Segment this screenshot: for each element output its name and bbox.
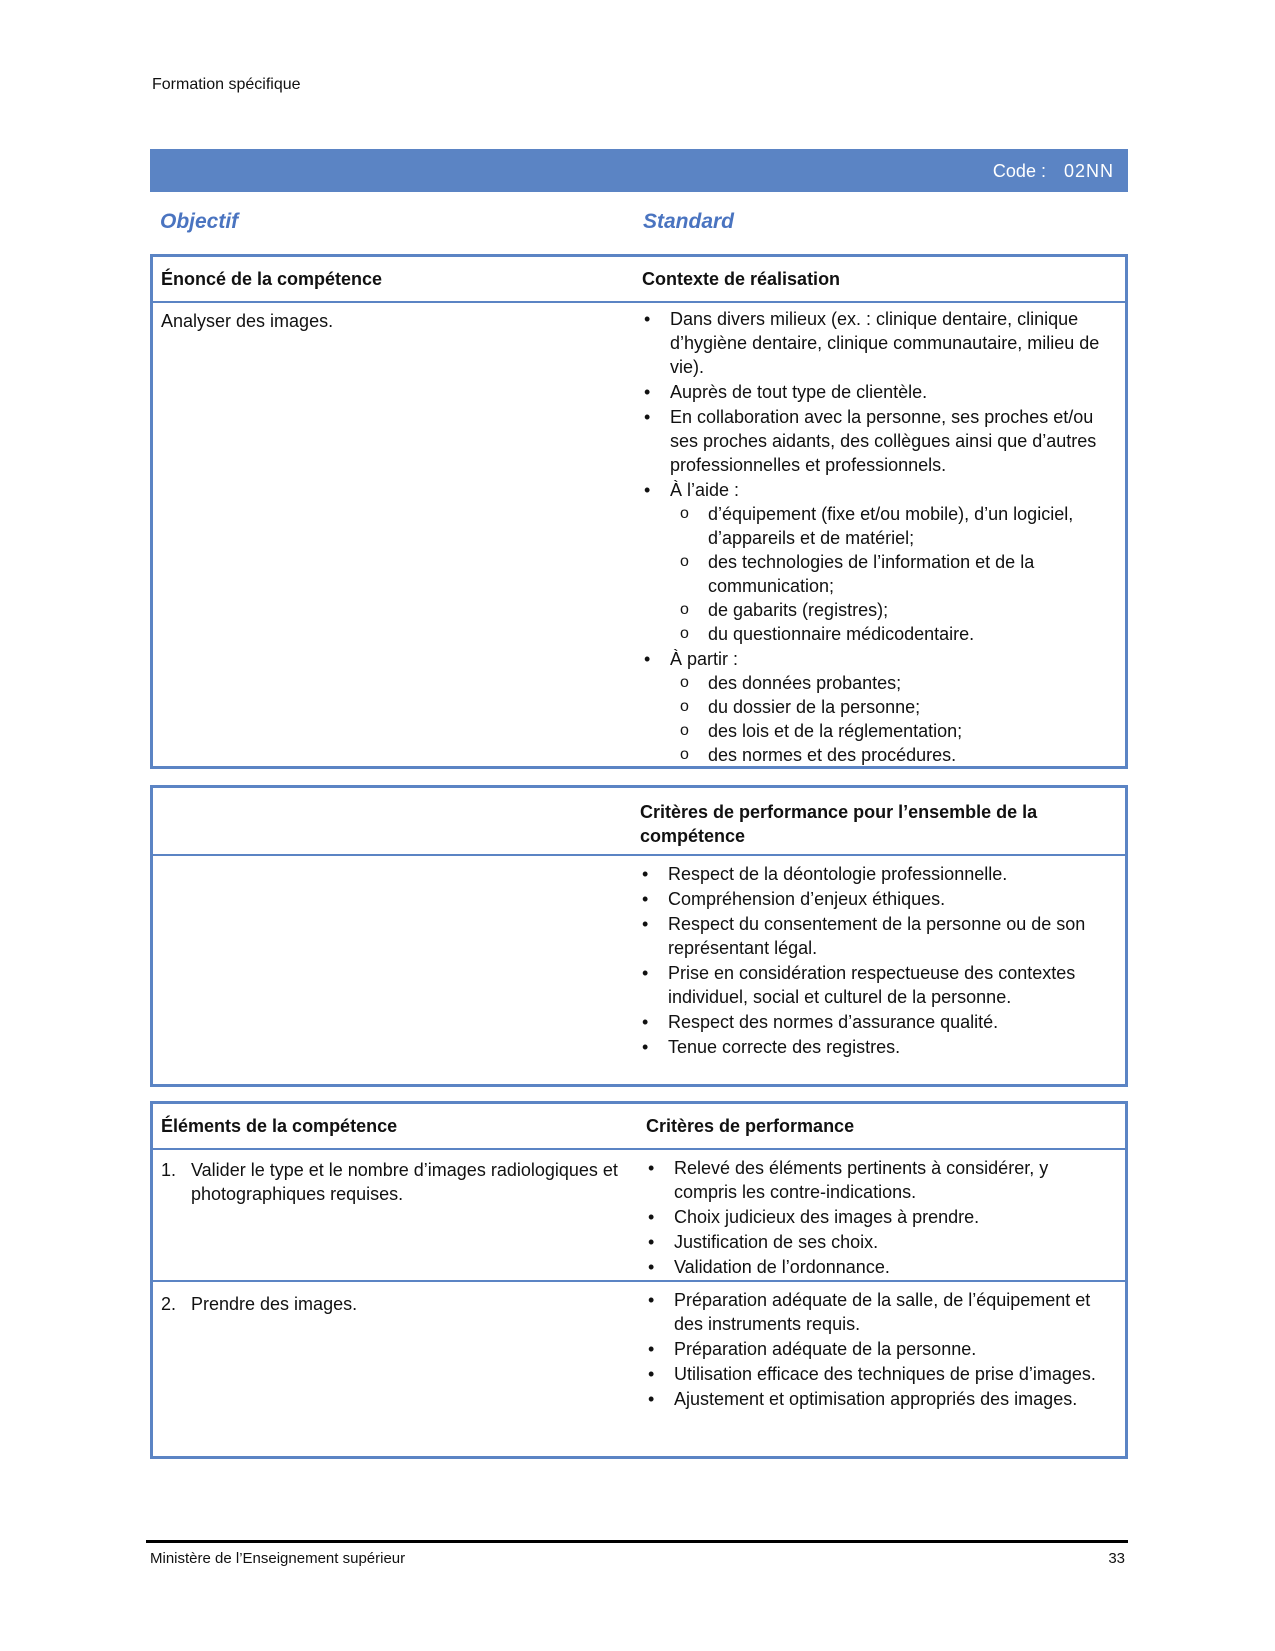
objective-heading: Objectif (160, 210, 239, 233)
criterion-item (640, 961, 1115, 1009)
table-header-row (153, 1104, 1125, 1148)
context-subitem-text: des lois et de la réglementation; (708, 721, 963, 741)
section-label: Formation spécifique (152, 76, 301, 93)
criterion-item-text: Préparation adéquate de la salle, de l’équipement et des instruments requis. (674, 1290, 1091, 1334)
standard-heading: Standard (643, 210, 735, 233)
criterion-item-text: Respect des normes d’assurance qualité. (668, 1012, 999, 1032)
criterion-item-text: Respect du consentement de la personne ou de son représentant légal. (668, 914, 1086, 958)
criterion-item (646, 1337, 1111, 1361)
criterion-item (646, 1230, 1111, 1254)
element-number: 2. (161, 1294, 177, 1314)
elements-header: Éléments de la compétence (161, 1116, 398, 1136)
criterion-item-text: Ajustement et optimisation appropriés des images. (674, 1389, 1078, 1409)
table-row (153, 1148, 1125, 1280)
criterion-item (646, 1255, 1111, 1279)
table-header-row (153, 788, 1125, 854)
context-item-text: À l’aide : (670, 480, 740, 500)
criterion-item (646, 1288, 1111, 1336)
context-header: Contexte de réalisation (642, 269, 841, 289)
page-number: 33 (1108, 1550, 1125, 1567)
context-subitem-text: des technologies de l’information et de la communication; (708, 552, 1035, 596)
criterion-item (646, 1387, 1111, 1411)
element-text: Valider le type et le nombre d’images radiologiques et photographiques requises. (191, 1160, 618, 1204)
table-row (153, 301, 1125, 769)
criteria-header: Critères de performance (646, 1116, 855, 1136)
context-item-text: Auprès de tout type de clientèle. (670, 382, 928, 402)
context-subitem (642, 743, 1112, 767)
context-item-text: Dans divers milieux (ex. : clinique dentaire, clinique d’hygiène dentaire, clinique communautaire, milieu de vie). (670, 309, 1100, 377)
context-item (642, 405, 1112, 477)
criterion-item (640, 862, 1115, 886)
criterion-item (640, 1010, 1115, 1034)
criterion-item-text: Tenue correcte des registres. (668, 1037, 901, 1057)
footer-rule (146, 1540, 1128, 1543)
competence-context-table (150, 254, 1128, 769)
element-text: Prendre des images. (191, 1294, 358, 1314)
global-criteria-header: Critères de performance pour l’ensemble de la compétence (640, 802, 1038, 846)
context-item-text: En collaboration avec la personne, ses proches et/ou ses proches aidants, des collègues ainsi que d’autres professionnelles et professionnels. (670, 407, 1097, 475)
context-subitem (642, 502, 1112, 550)
element-item (161, 1292, 631, 1316)
criteria-list (646, 1156, 1111, 1279)
context-subitem-text: du dossier de la personne; (708, 697, 921, 717)
code-bar (150, 149, 1128, 192)
context-subitem-text: du questionnaire médicodentaire. (708, 624, 975, 644)
table-row (153, 854, 1125, 1084)
criterion-item (646, 1362, 1111, 1386)
competence-statement: Analyser des images. (161, 311, 334, 331)
element-number: 1. (161, 1160, 177, 1180)
code-label: Code : (992, 161, 1046, 181)
context-item (642, 647, 1112, 767)
context-subitem (642, 550, 1112, 598)
context-sublist (670, 671, 1112, 767)
context-subitem (642, 598, 1112, 622)
criterion-item (640, 887, 1115, 911)
context-item (642, 307, 1112, 379)
criteria-cell (646, 1288, 1111, 1412)
table-row (153, 1280, 1125, 1456)
context-subitem (642, 671, 1112, 695)
criterion-item-text: Prise en considération respectueuse des contextes individuel, social et culturel de la personne. (668, 963, 1076, 1007)
footer-ministry: Ministère de l’Enseignement supérieur (150, 1550, 406, 1567)
code-value: 02NN (1063, 161, 1114, 181)
context-item-text: À partir : (670, 649, 739, 669)
context-subitem-text: de gabarits (registres); (708, 600, 889, 620)
context-subitem (642, 695, 1112, 719)
criterion-item-text: Utilisation efficace des techniques de prise d’images. (674, 1364, 1096, 1384)
criterion-item-text: Validation de l’ordonnance. (674, 1257, 890, 1277)
context-list-cell (642, 307, 1112, 768)
elements-criteria-table (150, 1101, 1128, 1459)
criterion-item-text: Compréhension d’enjeux éthiques. (668, 889, 946, 909)
criterion-item (646, 1156, 1111, 1204)
context-item (642, 478, 1112, 646)
criterion-item (646, 1205, 1111, 1229)
global-criteria-list (640, 862, 1115, 1059)
context-subitem (642, 719, 1112, 743)
context-subitem-text: d’équipement (fixe et/ou mobile), d’un logiciel, d’appareils et de matériel; (708, 504, 1074, 548)
context-list (642, 307, 1112, 767)
criteria-cell (646, 1156, 1111, 1280)
criterion-item-text: Justification de ses choix. (674, 1232, 879, 1252)
global-criteria-cell (640, 862, 1115, 1060)
context-sublist (670, 502, 1112, 646)
criterion-item (640, 912, 1115, 960)
code-text (993, 161, 1114, 182)
criterion-item-text: Respect de la déontologie professionnelle. (668, 864, 1008, 884)
criterion-item (640, 1035, 1115, 1059)
table-header-row (153, 257, 1125, 301)
context-subitem (642, 622, 1112, 646)
criterion-item-text: Choix judicieux des images à prendre. (674, 1207, 980, 1227)
global-criteria-table (150, 785, 1128, 1087)
context-item (642, 380, 1112, 404)
competence-statement-header: Énoncé de la compétence (161, 269, 383, 289)
element-item (161, 1158, 631, 1206)
context-subitem-text: des normes et des procédures. (708, 745, 957, 765)
criterion-item-text: Relevé des éléments pertinents à considérer, y compris les contre-indications. (674, 1158, 1049, 1202)
criteria-list (646, 1288, 1111, 1411)
criterion-item-text: Préparation adéquate de la personne. (674, 1339, 977, 1359)
context-subitem-text: des données probantes; (708, 673, 902, 693)
